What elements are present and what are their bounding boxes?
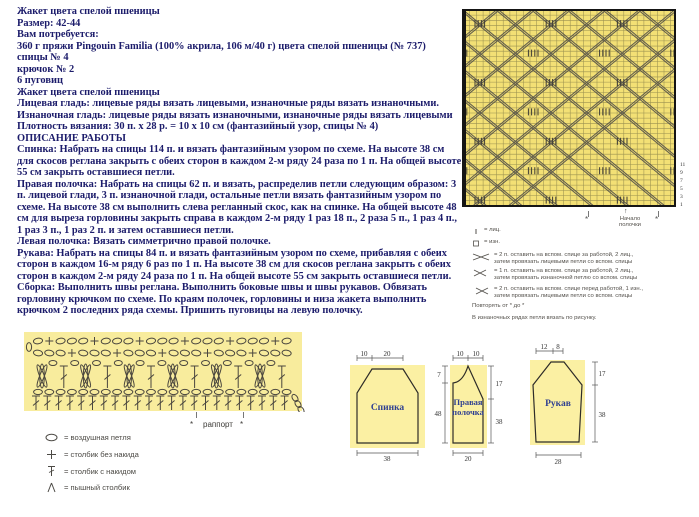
schematic-sleeve	[518, 338, 608, 467]
legend-row-cable1	[472, 252, 633, 265]
legend-text: = пышный столбик	[64, 483, 130, 492]
sleeve-bottom-measure: 28	[554, 458, 562, 466]
legend-row-wrong-side	[472, 315, 596, 322]
legend-text: = лиц.	[484, 227, 501, 233]
pattern-paragraph: 6 пуговиц	[17, 75, 63, 86]
rapport-asterisk-left: *	[190, 420, 194, 429]
chart-start-label	[610, 216, 650, 229]
back-label: Спинка	[370, 403, 405, 413]
chart-row-number: 1	[680, 202, 683, 208]
cable-cross-icon	[472, 253, 490, 261]
chart-start-label-line1: Начало	[619, 216, 641, 222]
legend-text: = изн.	[484, 239, 500, 245]
double-crochet-icon	[44, 465, 59, 477]
pattern-title: Жакет цвета спелой пшеницы	[17, 6, 160, 17]
legend-text: = 1 п. оставить на вспом. спице за работой, 2 лиц., затем провязать изнаночной петлю со вспом. спицы	[494, 268, 638, 281]
pattern-paragraph: 360 г пряжи Pingouin Familia (100% акрила, 106 м/40 г) цвета спелой пшеницы (№ 737)	[17, 40, 426, 52]
pattern-paragraph: Изнаночная гладь: лицевые ряды вязать изнаночными, изнаночные ряды вязать лицевыми	[17, 109, 453, 121]
crochet-legend-puff	[44, 482, 130, 493]
legend-text: = столбик без накида	[64, 450, 139, 459]
purl-stitch-icon	[472, 240, 480, 247]
back-bottom-measure: 38	[383, 455, 391, 463]
back-top-left-measure: 10	[360, 350, 368, 358]
puff-stitch-icon	[44, 482, 59, 493]
pattern-paragraph: Лицевая гладь: лицевые ряды вязать лицевыми, изнаночные ряды вязать изнаночными.	[17, 98, 439, 109]
cable-cross-icon	[472, 269, 490, 277]
start-arrow-icon: ↑	[624, 208, 628, 215]
pattern-paragraph: Сборка: Выполнить швы реглана. Выполнить боковые швы и швы рукавов. Обвязать горловину крючком по схеме. По краям полочек, горловины и низа жакета выполнить крючком 2 последних ряда схемы. Пришить пуговицы на левую полочку.	[17, 282, 427, 316]
legend-row-cable2	[472, 268, 637, 281]
chart-row-number: 9	[680, 170, 683, 176]
crochet-diagram	[24, 332, 306, 412]
pattern-instructions	[17, 6, 462, 317]
sleeve-top-left-measure: 12	[540, 343, 548, 351]
pattern-paragraph: Плотность вязания: 30 п. х 28 р. = 10 х 10 см (фантазийный узор, спицы № 4)	[17, 121, 379, 132]
legend-row-knit	[472, 227, 501, 235]
pattern-paragraph: Рукава: Набрать на спицы 84 п. и вязать фантазийным узором по схеме, прибавляя с обеих сторон в каждом 16-м ряду 6 раз по 1 п. На высоте 38 см для скосов реглана закрыть с обеих сторон в каждом 2-м ряду 24 раза по 1 п. На общей высоте 55 см закрыть оставшиеся петли.	[17, 247, 452, 282]
pattern-paragraph: Правая полочка: Набрать на спицы 62 п. и вязать, распределив петли следующим образом: 3 п. лицевой глади, 3 п. изнаночной глади, остальные петли вязать фантазийным узором по схеме. На высоте 38 см выполнить слева регланный скос, как на спинке. На общей высоте 48 см для выреза горловины закрыть справа в каждом 2-м ряду 1 раз 18 п., 2 раза 5 п., 1 раз 4 п., 1 раз 3 п., 1 раз 2 п. и затем оставшиеся петли.	[17, 178, 457, 236]
legend-row-repeat	[472, 303, 524, 310]
front-right-height-measure: 38	[495, 418, 503, 426]
crochet-legend-chain	[44, 432, 131, 443]
pattern-section-heading: ОПИСАНИЕ РАБОТЫ	[17, 132, 126, 144]
chart-row-number: 11	[680, 162, 686, 168]
cable-cross-icon	[472, 287, 490, 295]
front-left-height-measure: 48	[434, 410, 442, 418]
sleeve-label: Рукав	[545, 399, 571, 409]
chart-row-number: 3	[680, 194, 683, 200]
pattern-paragraph: спицы № 4	[17, 52, 69, 63]
legend-text: = столбик с накидом	[64, 466, 137, 476]
pattern-paragraph: Спинка: Набрать на спицы 114 п. и вязать фантазийным узором по схеме. На высоте 38 см для скосов реглана закрыть с обеих сторон в каждом 2-м ряду 24 раза по 1 п. На общей высоте 55 см закрыть оставшиеся петли.	[17, 144, 462, 178]
sleeve-raglan-measure: 17	[598, 370, 606, 378]
sleeve-top-right-measure: 8	[556, 343, 560, 351]
crochet-legend-sc	[44, 449, 139, 460]
pattern-paragraph: Левая полочка: Вязать симметрично правой полочке.	[17, 236, 271, 247]
chart-start-label-line2: полочки	[619, 222, 641, 229]
back-top-measure: 20	[383, 350, 391, 358]
legend-text: = 2 п. оставить на вспом. спице за работой, 2 лиц., затем провязать лицевыми петли со вспом. спицы	[494, 252, 634, 265]
legend-row-cable3	[472, 286, 643, 299]
pattern-paragraph: крючок № 2	[17, 63, 75, 75]
legend-text: В изнаночных рядах петли вязать по рисунку.	[472, 315, 597, 321]
pattern-size: Размер: 42-44	[17, 17, 81, 29]
repeat-asterisk-right: *	[655, 215, 659, 224]
front-raglan-measure: 17	[495, 380, 503, 388]
rapport-tick-left	[196, 412, 197, 418]
crochet-legend-dc	[44, 465, 136, 477]
front-label-line2: полочка	[452, 407, 484, 417]
legend-text: = воздушная петля	[64, 433, 131, 442]
pattern-paragraph: Вам потребуется:	[17, 29, 99, 40]
rapport-tick-right	[243, 412, 244, 418]
legend-text: = 2 п. оставить на вспом. спице перед работой, 1 изн., затем провязать лицевыми петли со вспом. спицы	[494, 286, 643, 299]
rapport-label: раппорт	[203, 420, 233, 429]
sleeve-height-measure: 38	[598, 411, 606, 419]
front-neck-depth-measure: 7	[437, 371, 441, 379]
pattern-paragraph: Жакет цвета спелой пшеницы	[17, 86, 160, 98]
single-crochet-icon	[44, 449, 59, 460]
legend-row-purl	[472, 239, 500, 247]
chart-row-number: 7	[680, 178, 683, 184]
repeat-tick-right	[658, 211, 659, 217]
rapport-asterisk-right: *	[240, 420, 244, 429]
front-label-line1: Правая	[453, 397, 483, 407]
front-top-right-measure: 10	[472, 350, 480, 358]
knitting-chart	[462, 9, 688, 211]
front-top-left-measure: 10	[456, 350, 464, 358]
front-bottom-measure: 20	[464, 455, 472, 463]
chart-row-number: 5	[680, 186, 683, 192]
schematic-right-front	[433, 349, 517, 463]
knit-stitch-icon	[472, 228, 480, 235]
repeat-asterisk-left: *	[585, 215, 589, 224]
legend-text: Повторять от * до *	[472, 303, 525, 309]
repeat-tick-left	[588, 211, 589, 217]
chain-stitch-icon	[44, 432, 59, 443]
